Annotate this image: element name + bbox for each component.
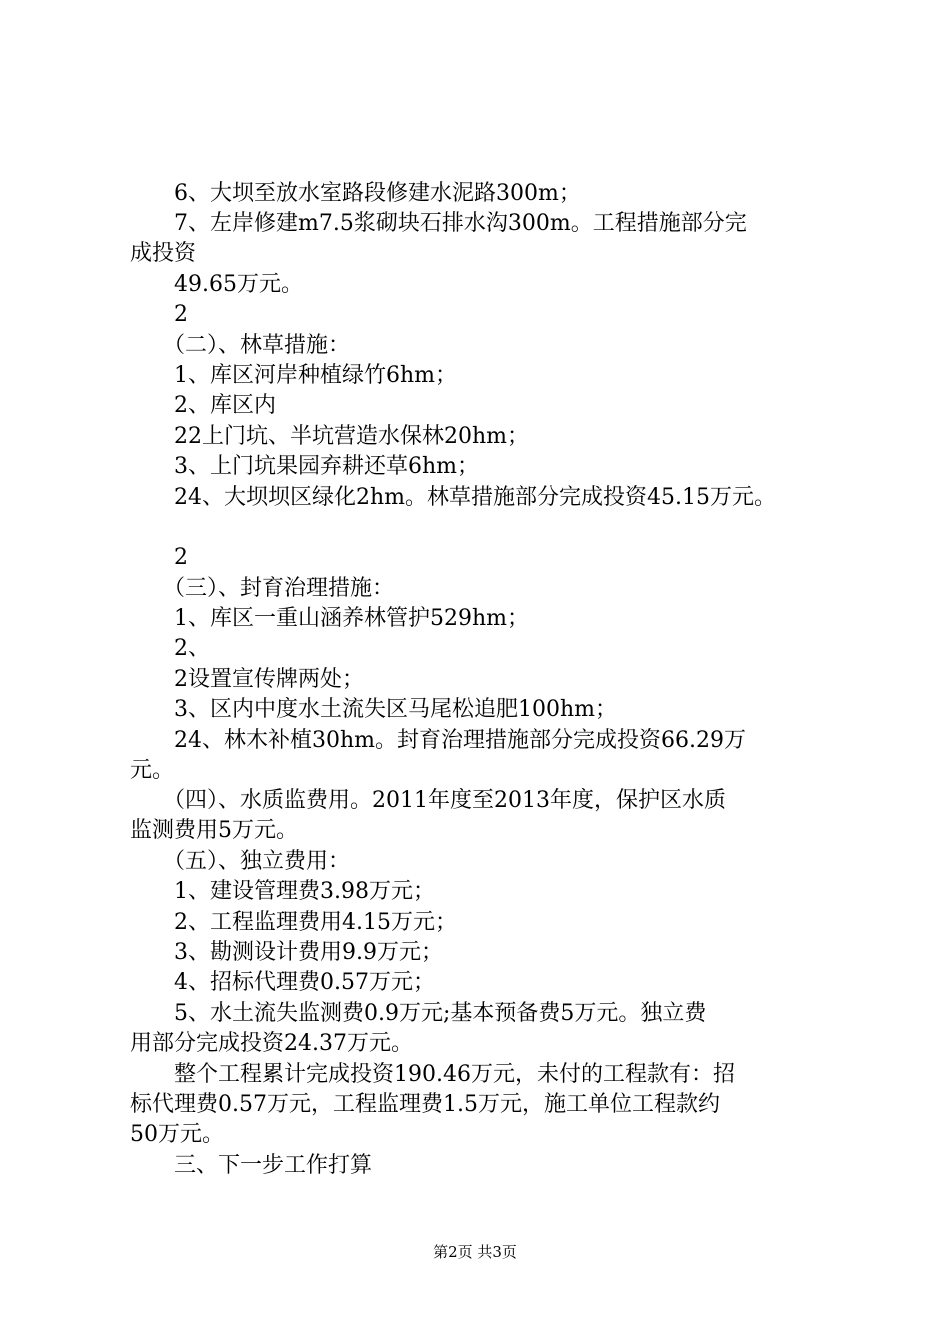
text-line: 用部分完成投资24.37万元。 — [130, 1031, 413, 1056]
text-line: 4、招标代理费0.57万元； — [130, 970, 435, 995]
text-line: 7、左岸修建m7.5浆砌块石排水沟300m。工程措施部分完 — [130, 211, 747, 236]
text-line: 2 — [130, 302, 188, 327]
text-line: 1、建设管理费3.98万元； — [130, 879, 435, 904]
text-line: 3、上门坑果园弃耕还草6hm； — [130, 454, 480, 479]
text-line: 1、库区一重山涵养林管护529hm； — [130, 606, 530, 631]
text-line: 标代理费0.57万元，工程监理费1.5万元，施工单位工程款约 — [130, 1092, 720, 1117]
section-heading: （四）、水质监费用。2011年度至2013年度，保护区水质 — [130, 788, 726, 813]
text-line: 49.65万元。 — [130, 272, 303, 297]
section-heading: （三）、封育治理措施： — [130, 576, 395, 601]
text-line: 2、 — [130, 636, 210, 661]
text-line: 2、库区内 — [130, 393, 276, 418]
text-line: 22上门坑、半坑营造水保林20hm； — [130, 424, 530, 449]
text-line: 3、区内中度水土流失区马尾松追肥100hm； — [130, 697, 618, 722]
text-line: 24、林木补植30hm。封育治理措施部分完成投资66.29万 — [130, 728, 747, 753]
section-heading: （二）、林草措施： — [130, 333, 351, 358]
section-heading: 三、下一步工作打算 — [130, 1153, 373, 1178]
text-line: 整个工程累计完成投资190.46万元，未付的工程款有：招 — [130, 1062, 735, 1087]
text-line: 50万元。 — [130, 1122, 224, 1147]
page-footer: 第2页 共3页 — [433, 1243, 517, 1261]
text-line: 24、大坝坝区绿化2hm。林草措施部分完成投资45.15万元。 — [130, 485, 777, 510]
text-line: 5、水土流失监测费0.9万元;基本预备费5万元。独立费 — [130, 1001, 707, 1026]
text-line: 元。 — [130, 758, 175, 783]
section-heading: （五）、独立费用： — [130, 849, 351, 874]
text-line: 1、库区河岸种植绿竹6hm； — [130, 363, 458, 388]
text-line: 3、勘测设计费用9.9万元； — [130, 940, 443, 965]
text-line: 2、工程监理费用4.15万元； — [130, 910, 457, 935]
text-line: 2 — [130, 545, 188, 570]
text-line: 成投资 — [130, 241, 197, 266]
text-line: 6、大坝至放水室路段修建水泥路300m； — [130, 181, 581, 206]
text-line: 监测费用5万元。 — [130, 818, 298, 843]
text-line: 2设置宣传牌两处； — [130, 667, 364, 692]
